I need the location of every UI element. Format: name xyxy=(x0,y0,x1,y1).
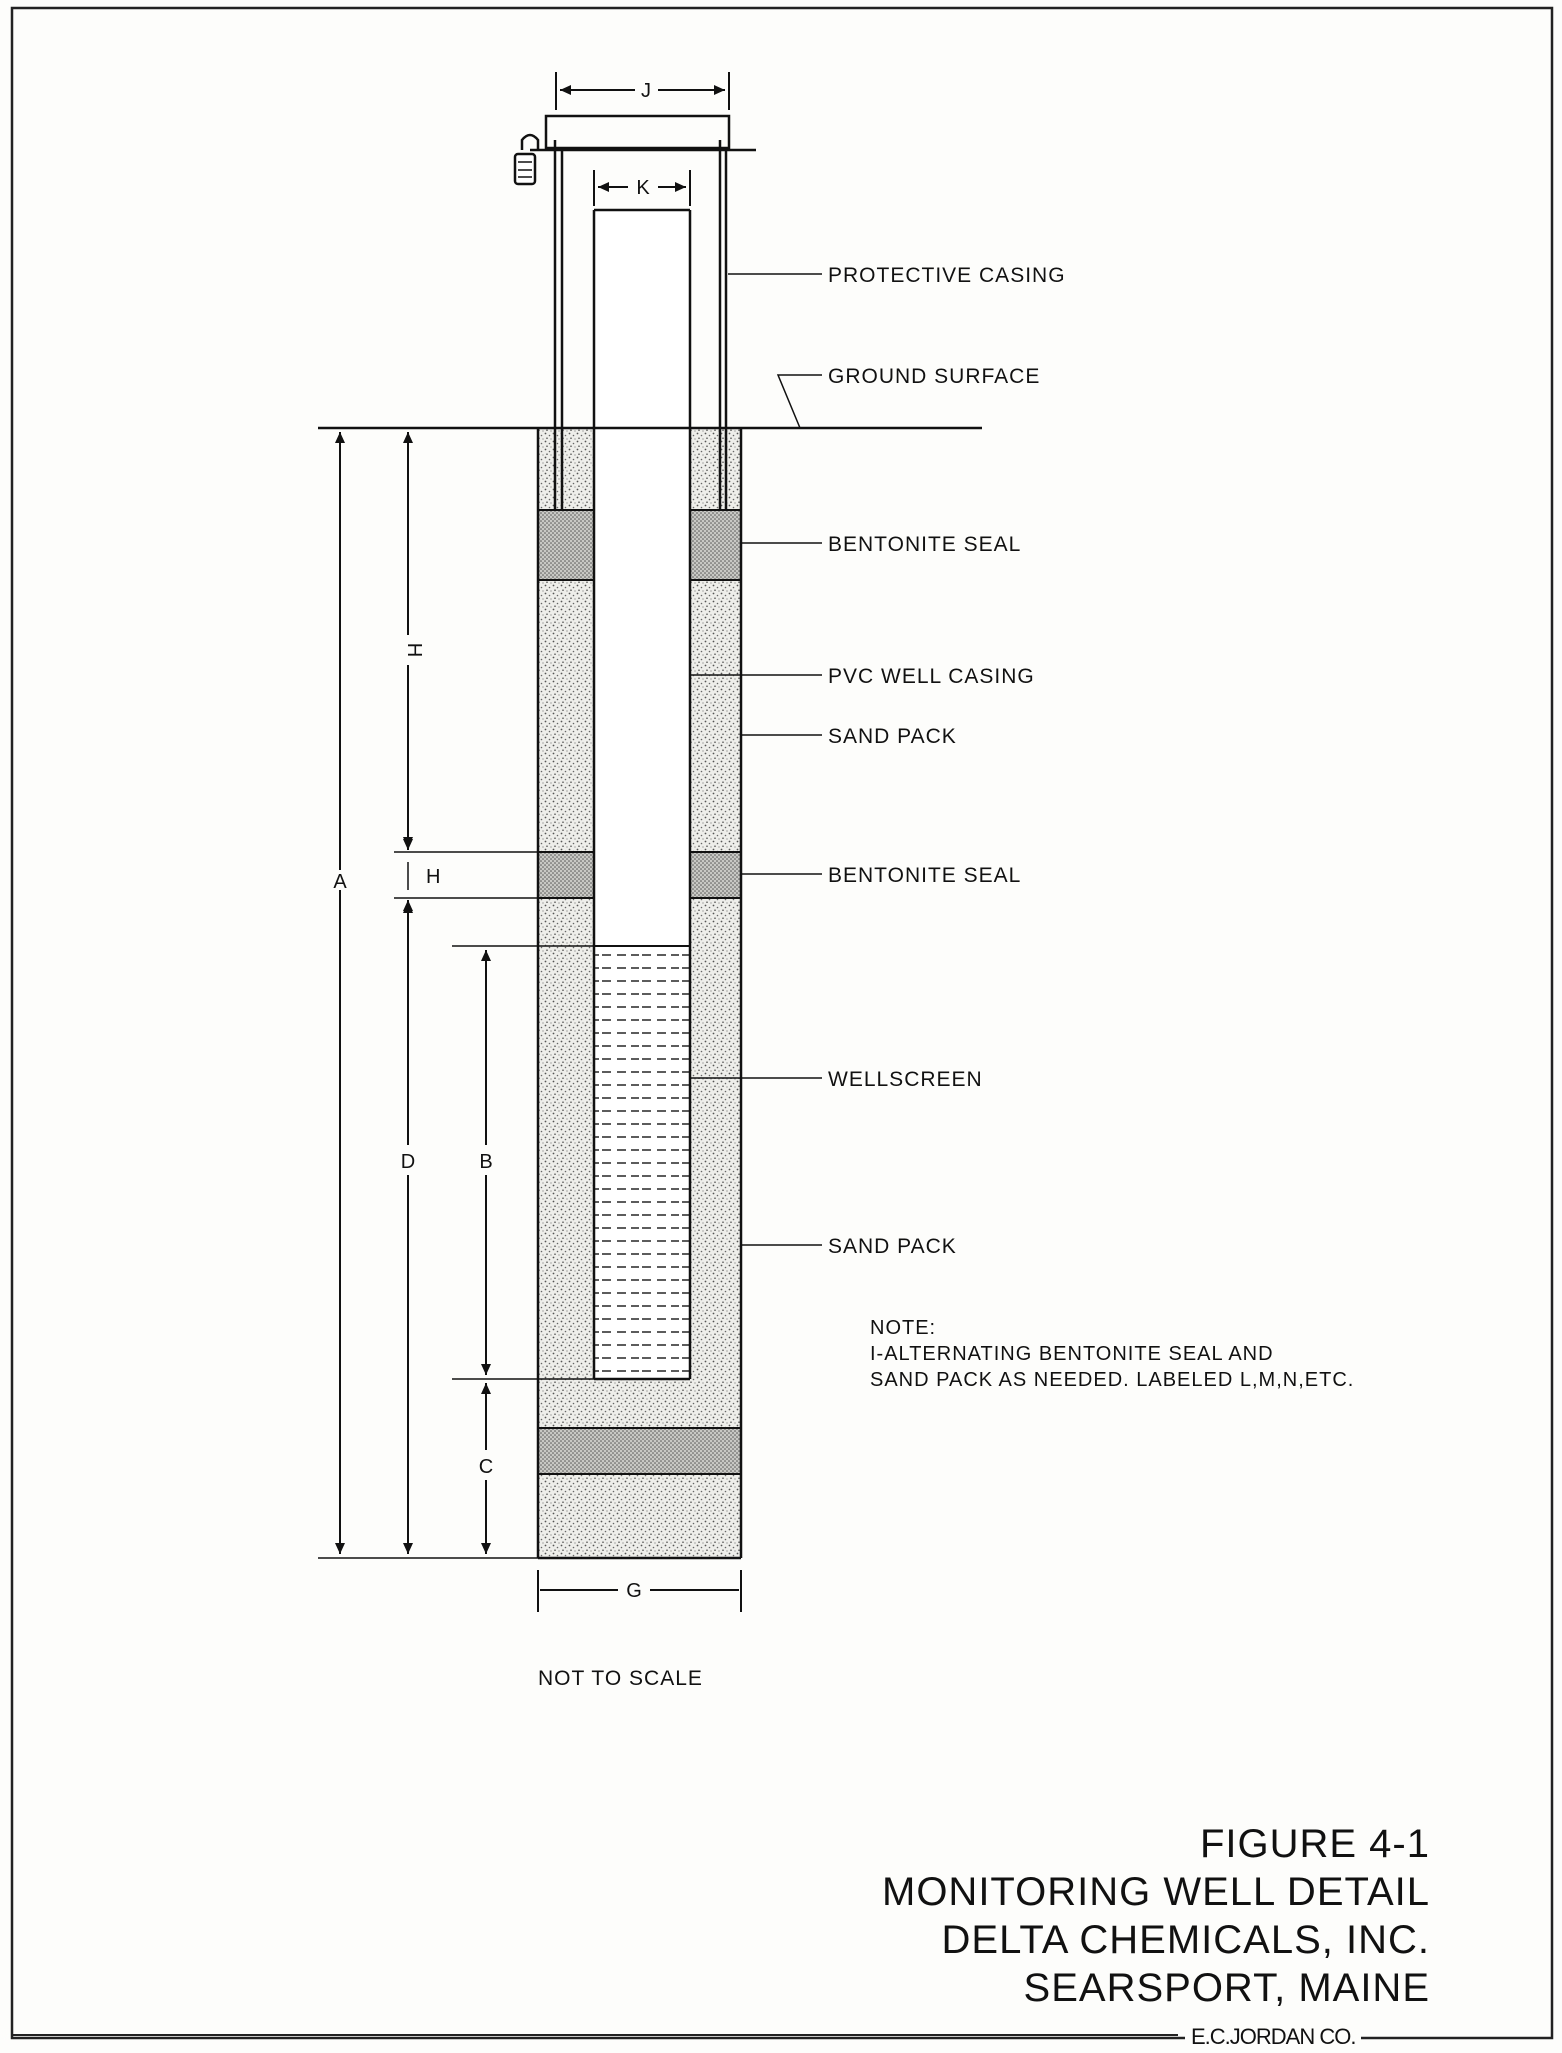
dim-g-label: G xyxy=(626,1580,642,1602)
bentonite-seal-upper-right xyxy=(690,510,741,580)
not-to-scale: NOT TO SCALE xyxy=(538,1667,703,1690)
bentonite-seal-mid-left xyxy=(538,852,594,898)
label-bentonite-seal-lower: BENTONITE SEAL xyxy=(828,864,1022,887)
dim-h-lower-label: H xyxy=(426,866,441,888)
bentonite-seal-upper-left xyxy=(538,510,594,580)
company-logo-text: E.C.JORDAN CO. xyxy=(1185,2024,1361,2050)
title-line-1: MONITORING WELL DETAIL xyxy=(882,1870,1430,1914)
dim-h-upper-label: H xyxy=(403,642,425,658)
dim-b-label: B xyxy=(479,1151,493,1173)
title-line-2: DELTA CHEMICALS, INC. xyxy=(941,1918,1430,1962)
label-bentonite-seal-upper: BENTONITE SEAL xyxy=(828,533,1022,556)
dim-j-label: J xyxy=(641,80,651,102)
dim-a-label: A xyxy=(333,871,347,893)
pvc-casing-interior xyxy=(594,210,690,946)
note-line-1: I-ALTERNATING BENTONITE SEAL AND xyxy=(870,1343,1274,1365)
figure-number: FIGURE 4-1 xyxy=(1199,1822,1430,1866)
label-protective-casing: PROTECTIVE CASING xyxy=(828,264,1066,287)
label-pvc-well-casing: PVC WELL CASING xyxy=(828,665,1035,688)
lock-icon xyxy=(515,135,538,184)
label-sand-pack-lower: SAND PACK xyxy=(828,1235,957,1258)
note-line-2: SAND PACK AS NEEDED. LABELED L,M,N,ETC. xyxy=(870,1369,1355,1391)
title-line-3: SEARSPORT, MAINE xyxy=(1023,1966,1430,2010)
bentonite-seal-bottom xyxy=(538,1428,741,1474)
dim-c-label: C xyxy=(478,1456,494,1478)
label-sand-pack-upper: SAND PACK xyxy=(828,725,957,748)
protective-cap xyxy=(546,116,729,148)
note-heading: NOTE: xyxy=(870,1317,937,1339)
wellscreen-fill xyxy=(594,946,690,1379)
dim-d-label: D xyxy=(400,1151,416,1173)
label-ground-surface: GROUND SURFACE xyxy=(828,365,1041,388)
bentonite-seal-mid-right xyxy=(690,852,741,898)
dim-k-label: K xyxy=(636,177,650,199)
label-wellscreen: WELLSCREEN xyxy=(828,1068,983,1091)
page-border xyxy=(12,8,1552,2038)
